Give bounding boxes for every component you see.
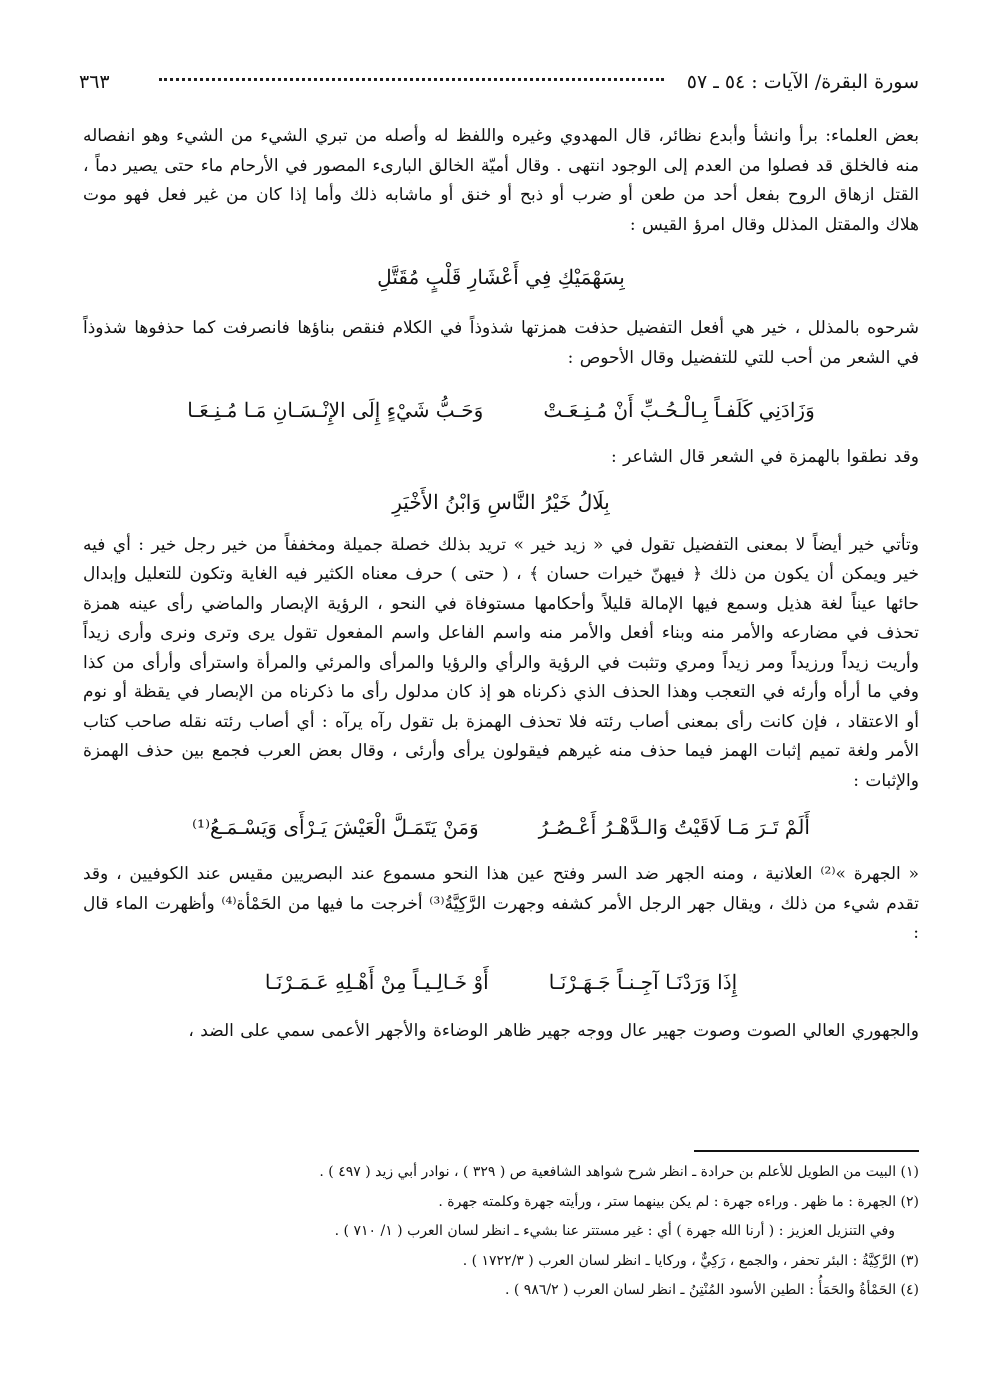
verse-couplet-2 bbox=[83, 395, 919, 425]
verse-5-first-hemistich: إِذَا وَرَدْنَـا آجِـنـاً جَـهَـرْنَـا bbox=[548, 969, 738, 994]
header-title: سورة البقرة/ الآيات : ٥٤ ـ ٥٧ bbox=[686, 71, 919, 93]
footnote-2-continuation: وفي التنزيل العزيز : ( أرنا الله جهرة ) أي : غير مستتر عنا بشيء ـ انظر لسان العرب ( ١/ ٧١٠ ) . bbox=[334, 1223, 895, 1239]
paragraph-4: وتأتي خير أيضاً لا بمعنى التفضيل تقول في « زيد خير » تريد بذلك خصلة جميلة ومخففاً من خير رجل خير : أي فيه خير ويمكن أن يكون من ذلك ﴿ فيهنّ خيرات حسان ﴾ ، ( حتى ) حرف معناه الكثير فيه الغاية وتكون للتعليل وإبدال حائها عيناً لغة هذيل وسمع فيها الإمالة قليلاً وأحكامها مستوفاة في النحو ، الرؤية الإبصار والماضي رأى عينه همزة تحذف في مضارعه والأمر منه وبناء أفعل والأمر منه واسم الفاعل واسم المفعول تقول يرى وترى ونرى وأرى زيداً وأريت زيداً ورزيداً ومر زيداً ومري وتثبت في الرؤية والرأي والرؤيا والمرأى والمرئي والمرأة واسترأى وأرأى من كذا وفي ما أرأه وأرئه في التعجب وهذا الحذف الذي ذكرناه هو إذ كان مدلول رأى ما ذكرناه من الإبصار في يقظة أو نوم أو الاعتقاد ، فإن كانت رأى بمعنى أصاب رئته فلا تحذف الهمزة بل تقول رآه يرآه : أي أصاب رئته نقله صاحب كتاب الأمر ولغة تميم إثبات الهمز فيما حذف منه غيرهم فيقولون يرأى وأرئى ، وقال بعض العرب فجمع بين حذف الهمزة والإثبات : bbox=[83, 534, 919, 791]
verse-2-second-hemistich: وَحَـبُّ شَيْءٍ إِلَى الإِنْـسَـانِ مَـا مُـنِـعَـا bbox=[187, 398, 484, 422]
page-number: ٣٦٣ bbox=[79, 71, 110, 93]
paragraph-6: والجهوري العالي الصوت وصوت جهير عال ووجه جهير ظاهر الوضاءة والأجهر الأعمى سمي على الضد ، bbox=[188, 1020, 919, 1041]
running-header bbox=[79, 64, 919, 100]
main-text bbox=[83, 122, 919, 1046]
verse-line-3: بِلَالُ خَيْرُ النَّاسِ وَابْنُ الأَخْيَرِ bbox=[392, 489, 610, 514]
footnote-separator bbox=[694, 1150, 919, 1152]
footnote-3: (٣) الرَّكِيَّةُ : البئر تحفر ، والجمع ، رَكِيٌّ ، وركايا ـ انظر لسان العرب ( ١٧٢٢/٣ ) . bbox=[462, 1252, 919, 1269]
verse-couplet-5 bbox=[83, 967, 919, 997]
verse-2-first-hemistich: وَزَادَنِي كَلَفـاً بِـالْـحُـبِّ أَنْ مُـنِـعَـتْ bbox=[543, 398, 815, 422]
verse-4-first-hemistich: أَلَمْ تَـرَ مَـا لَاقَيْتُ وَالـدَّهْـرُ أَعْـصُـرُ bbox=[538, 815, 810, 839]
paragraph-5: « الجهرة »⁽²⁾ العلانية ، ومنه الجهر ضد السر وفتح عين هذا النحو مسموع عند البصريين مقيس عند الكوفيين ، وقد تقدم شيء من ذلك ، ويقال جهر الرجل الأمر كشفه وجهرت الرَّكِيَّةُ⁽³⁾ أخرجت ما فيها من الحَمْأة⁽⁴⁾ وأظهرت الماء قال : bbox=[83, 864, 919, 943]
footnote-2: (٢) الجهرة : ما ظهر . وراءه جهرة : لم يكن بينهما ستر ، ورأيته جهرة وكلمته جهرة . bbox=[438, 1193, 919, 1210]
footnotes bbox=[83, 1158, 919, 1306]
footnote-1: (١) البيت من الطويل للأعلم بن حرادة ـ انظر شرح شواهد الشافعية ص ( ٣٢٩ ) ، نوادر أبي زيد ( ٤٩٧ ) . bbox=[319, 1164, 919, 1180]
paragraph-2: شرحوه بالمذلل ، خير هي أفعل التفضيل حذفت همزتها شذوذاً في الكلام فنقص بناؤها فانصرفت كما حذفوها شذوذاً في الشعر من أحب للتي للتفضيل وقال الأحوص : bbox=[83, 318, 919, 368]
verse-couplet-4 bbox=[83, 812, 919, 842]
verse-5-second-hemistich: أَوْ خَـالِـيـاً مِنْ أَهْـلِهِ عَـمَـرْنَـا bbox=[264, 969, 489, 994]
verse-line-1: بِسَهْمَيْكِ فِي أَعْشَارِ قَلْبٍ مُقَتَّلِ bbox=[377, 265, 625, 289]
footnote-4: (٤) الحَمْأةُ والحَمَأُ : الطين الأسود المُنْتِنُ ـ انظر لسان العرب ( ٩٨٦/٢ ) . bbox=[504, 1282, 919, 1298]
paragraph-1: بعض العلماء: برأ وانشأ وأبدع نظائر، قال المهدوي وغيره واللفظ له وأصله من تبري الشيء من الشيء وهو انفصاله منه فالخلق قد فصلوا من العدم إلى الوجود انتهى . وقال أميّة الخالق البارىء المصور في الأرحام ماء حتى يصير دماً ، القتل ازهاق الروح بفعل أحد من طعن أو ضرب أو ذبح أو خنق أو ماشابه ذلك وأما إذا كان من غير فعل فهو موت هلاك والمقتل المذلل وقال امرؤ القيس : bbox=[83, 126, 919, 235]
paragraph-3: وقد نطقوا بالهمزة في الشعر قال الشاعر : bbox=[610, 447, 919, 467]
verse-4-second-hemistich: وَمَنْ يَتَمَـلَّ الْعَيْشَ يَـرْأَى وَيَسْـمَـعُ⁽¹⁾ bbox=[192, 815, 479, 839]
header-dot-leader bbox=[159, 78, 664, 81]
